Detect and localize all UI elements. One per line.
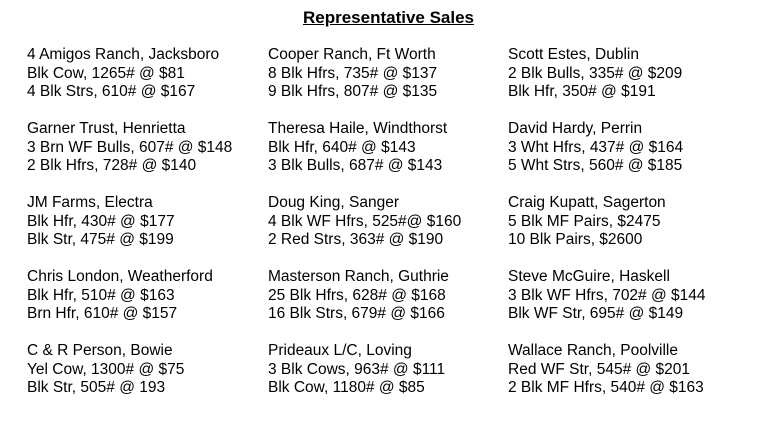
sale-line: Blk Str, 505# @ 193	[27, 379, 166, 396]
sale-entry	[268, 194, 461, 268]
sale-line: Blk Str, 475# @ $199	[27, 231, 174, 248]
sale-entry	[27, 342, 232, 416]
sale-line: Blk Hfr, 350# @ $191	[508, 83, 656, 100]
seller-name: JM Farms, Electra	[27, 194, 153, 211]
sale-line: Blk Hfr, 510# @ $163	[27, 286, 175, 304]
sale-line: 3 Blk Bulls, 687# @ $143	[268, 157, 443, 174]
seller-name: Craig Kupatt, Sagerton	[508, 194, 666, 211]
seller-name: Chris London, Weatherford	[27, 268, 213, 285]
seller-name: Doug King, Sanger	[268, 194, 399, 211]
seller-name: 4 Amigos Ranch, Jacksboro	[27, 46, 220, 63]
seller-name: Steve McGuire, Haskell	[508, 268, 670, 285]
sales-column-1	[27, 46, 232, 416]
sale-line: Red WF Str, 545# @ $201	[508, 360, 691, 378]
sales-column-3	[508, 46, 706, 416]
seller-name: Masterson Ranch, Guthrie	[268, 268, 449, 285]
sale-line: 9 Blk Hfrs, 807# @ $135	[268, 83, 438, 100]
sale-line: 25 Blk Hfrs, 628# @ $168	[268, 286, 446, 304]
sale-line: Blk Cow, 1180# @ $85	[268, 379, 425, 396]
sales-column-2	[268, 46, 461, 416]
sale-line: Blk Hfr, 430# @ $177	[27, 212, 175, 230]
seller-name: Wallace Ranch, Poolville	[508, 342, 679, 359]
sale-line: 5 Blk MF Pairs, $2475	[508, 212, 661, 230]
sale-entry	[27, 268, 232, 342]
sale-line: 2 Red Strs, 363# @ $190	[268, 231, 444, 248]
page-title: Representative Sales	[302, 8, 475, 27]
sale-line: 4 Blk WF Hfrs, 525#@ $160	[268, 212, 462, 230]
sale-entry	[508, 194, 706, 268]
seller-name: Prideaux L/C, Loving	[268, 342, 412, 359]
sale-entry	[508, 46, 706, 120]
seller-name: David Hardy, Perrin	[508, 120, 643, 137]
sale-line: 4 Blk Strs, 610# @ $167	[27, 83, 196, 100]
sale-line: Blk Hfr, 640# @ $143	[268, 138, 416, 156]
sale-line: 5 Wht Strs, 560# @ $185	[508, 157, 683, 174]
sale-entry	[268, 46, 461, 120]
sale-entry	[268, 342, 461, 416]
sale-line: 8 Blk Hfrs, 735# @ $137	[268, 64, 438, 82]
sale-line: 3 Blk Cows, 963# @ $111	[268, 360, 446, 378]
seller-name: Garner Trust, Henrietta	[27, 120, 186, 137]
sale-line: 16 Blk Strs, 679# @ $166	[268, 305, 445, 322]
seller-name: Theresa Haile, Windthorst	[268, 120, 448, 137]
seller-name: Scott Estes, Dublin	[508, 46, 639, 63]
sale-line: Yel Cow, 1300# @ $75	[27, 360, 185, 378]
sale-entry	[27, 194, 232, 268]
sale-line: Blk WF Str, 695# @ $149	[508, 305, 684, 322]
sale-line: 2 Blk Hfrs, 728# @ $140	[27, 157, 197, 174]
sale-entry	[27, 120, 232, 194]
sale-entry	[508, 268, 706, 342]
sale-entry	[508, 342, 706, 416]
seller-name: C & R Person, Bowie	[27, 342, 173, 359]
seller-name: Cooper Ranch, Ft Worth	[268, 46, 436, 63]
sale-entry	[508, 120, 706, 194]
sale-line: 2 Blk Bulls, 335# @ $209	[508, 64, 683, 82]
sale-entry	[27, 46, 232, 120]
sale-entry	[268, 268, 461, 342]
sale-line: 10 Blk Pairs, $2600	[508, 231, 643, 248]
sale-line: 3 Brn WF Bulls, 607# @ $148	[27, 138, 233, 156]
sale-line: Blk Cow, 1265# @ $81	[27, 64, 185, 82]
sale-entry	[268, 120, 461, 194]
sale-line: 3 Blk WF Hfrs, 702# @ $144	[508, 286, 706, 304]
sale-line: 2 Blk MF Hfrs, 540# @ $163	[508, 379, 704, 396]
sale-line: Brn Hfr, 610# @ $157	[27, 305, 178, 322]
sale-line: 3 Wht Hfrs, 437# @ $164	[508, 138, 684, 156]
